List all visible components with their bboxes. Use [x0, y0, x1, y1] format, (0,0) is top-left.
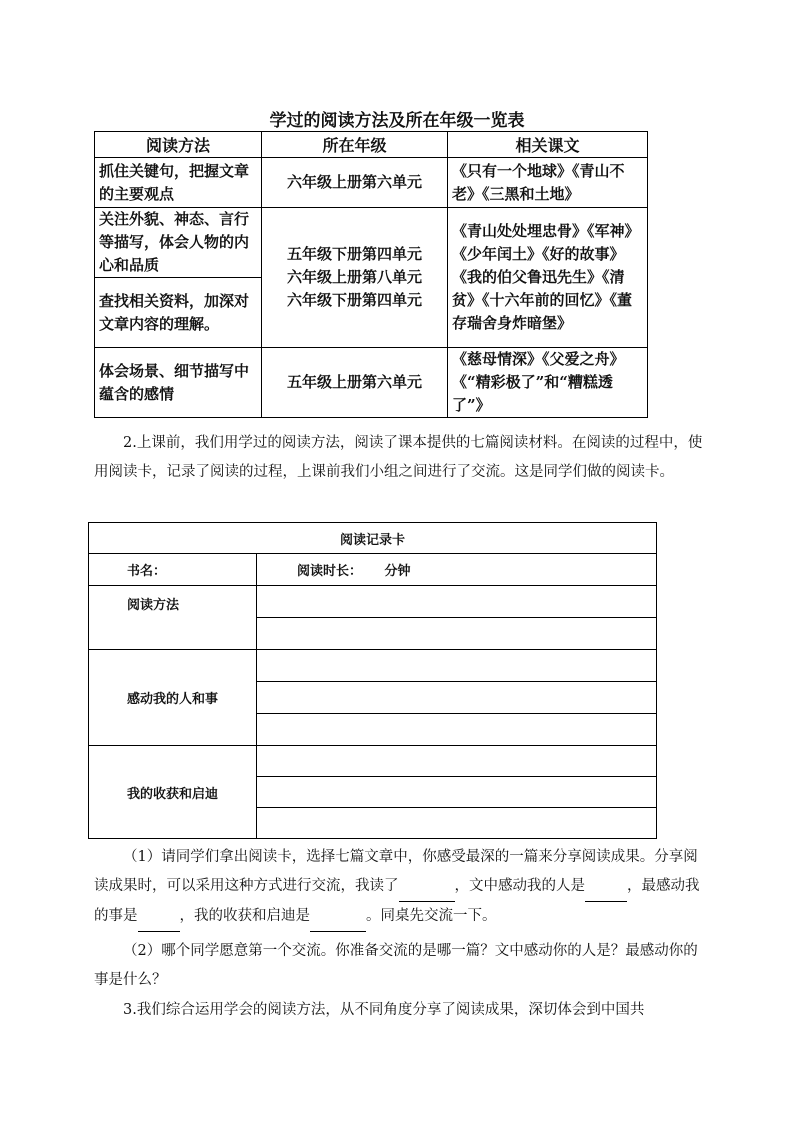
gain-label: 我的收获和启迪 [89, 746, 257, 839]
fill-blank-gain[interactable] [310, 902, 366, 932]
column-header-texts: 相关课文 [448, 132, 648, 158]
method-cell: 体会场景、细节描写中蕴含的感情 [95, 348, 262, 418]
method-cell: 抓住关键句，把握文章的主要观点 [95, 158, 262, 208]
texts-cell: 《只有一个地球》《青山不老》《三黑和土地》 [448, 158, 648, 208]
method-cell: 查找相关资料，加深对文章内容的理解。 [95, 278, 262, 348]
fill-blank-event[interactable] [138, 902, 180, 932]
reading-time-label: 阅读时长： [297, 564, 363, 579]
moved-label: 感动我的人和事 [89, 650, 257, 746]
grade-line: 六年级下册第四单元 [286, 291, 422, 309]
paragraph-2: 2.上课前，我们用学过的阅读方法，阅读了课本提供的七篇阅读材料。在阅读的过程中，使用阅读卡，记录了阅读的过程，上课前我们小组之间进行了交流。这是同学们做的阅读卡。 [94, 435, 703, 480]
grade-cell [262, 158, 448, 208]
grade-line: 五年级下册第四单元 [286, 245, 422, 263]
question-1 [94, 843, 706, 932]
method-cell: 关注外貌、神态、言行等描写，体会人物的内心和品质 [95, 208, 262, 278]
book-name-label: 书名： [89, 554, 257, 586]
reading-time-unit: 分钟 [384, 564, 411, 579]
paragraph-3: 3.我们综合运用学会的阅读方法，从不同角度分享了阅读成果，深切体会到中国共 [123, 1002, 645, 1018]
texts-cell: 《青山处处埋忠骨》《军神》《少年闰土》《好的故事》《我的伯父鲁迅先生》《清贫》《十六年前的回忆》《董存瑞舍身炸暗堡》 [448, 208, 648, 348]
column-header-method: 阅读方法 [95, 132, 262, 158]
card-row [89, 746, 657, 777]
method-write-line[interactable] [257, 586, 657, 618]
card-row [89, 650, 657, 682]
card-row [89, 586, 657, 618]
method-label: 阅读方法 [89, 586, 257, 650]
gain-write-line[interactable] [257, 777, 657, 808]
grade-cell [262, 348, 448, 418]
table-row [95, 158, 648, 208]
moved-write-line[interactable] [257, 682, 657, 714]
moved-write-line[interactable] [257, 650, 657, 682]
q1-text-d: ，我的收获和启迪是 [179, 908, 310, 924]
table-row [95, 348, 648, 418]
gain-write-line[interactable] [257, 746, 657, 777]
grade-line: 六年级上册第六单元 [286, 173, 422, 191]
table-header-row [95, 132, 648, 158]
reading-methods-table [94, 131, 648, 418]
table-row [95, 208, 648, 278]
texts-cell: 《慈母情深》《父爱之舟》《“精彩极了”和“糟糕透了”》 [448, 348, 648, 418]
grade-cell [262, 208, 448, 348]
fill-blank-book[interactable] [399, 872, 455, 902]
card-title-row [89, 523, 657, 554]
column-header-grade: 所在年级 [262, 132, 448, 158]
moved-write-line[interactable] [257, 714, 657, 746]
grade-line: 五年级上册第六单元 [286, 373, 422, 391]
method-write-line[interactable] [257, 618, 657, 650]
reading-record-card [88, 522, 657, 839]
q1-text-e: 。同桌先交流一下。 [366, 908, 497, 924]
reading-time-cell [257, 554, 657, 586]
table-title: 学过的阅读方法及所在年级一览表 [269, 111, 525, 131]
q1-text-c: ，最感动我的事是 [94, 878, 700, 924]
fill-blank-person[interactable] [585, 872, 627, 902]
q1-text-b: ，文中感动我的人是 [454, 878, 585, 894]
gain-write-line[interactable] [257, 808, 657, 839]
grade-line: 六年级上册第八单元 [286, 268, 422, 286]
card-book-row [89, 554, 657, 586]
q1-text-a: （1）请同学们拿出阅读卡，选择七篇文章中，你感受最深的一篇来分享阅读成果。分享阅读成果时，可以采用这种方式进行交流，我读了 [94, 849, 698, 894]
question-2: （2）哪个同学愿意第一个交流。你准备交流的是哪一篇？文中感动你的人是？最感动你的事是什么？ [94, 943, 698, 988]
card-title: 阅读记录卡 [89, 523, 657, 554]
